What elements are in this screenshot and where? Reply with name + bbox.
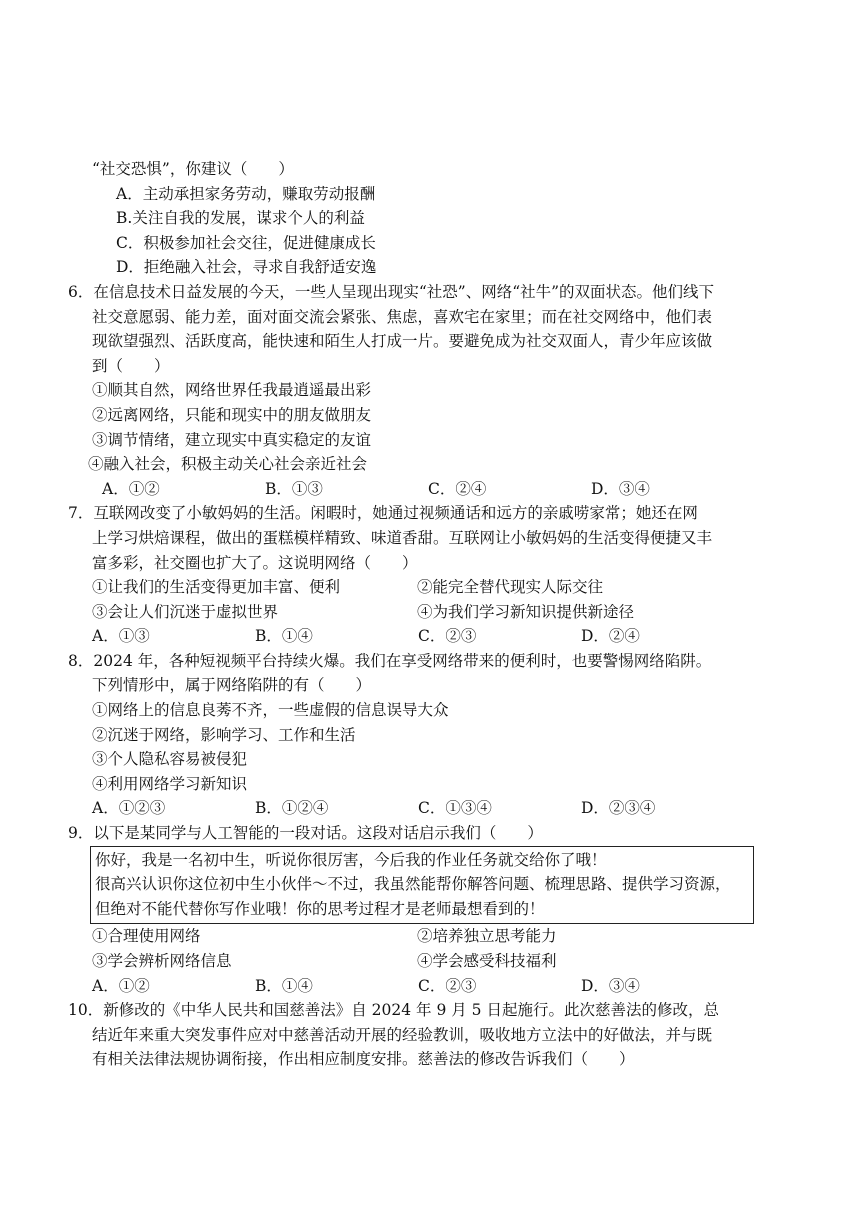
question-8-choices <box>68 796 792 821</box>
dialog-line: 但绝对不能代替你写作业哦！你的思考过程才是老师最想看到的！ <box>95 899 545 918</box>
question-7-choices <box>68 624 792 649</box>
question-7-stem-line: 富多彩，社交圈也扩大了。这说明网络（ ） <box>92 553 418 572</box>
question-list <box>68 157 792 1072</box>
question-6-stem-line: 6．在信息技术日益发展的今天，一些人呈现出现实“社恐”、网络“社牛”的双面状态。他们线下 <box>68 282 715 301</box>
question-8-stem-line: 下列情形中，属于网络陷阱的有（ ） <box>92 676 372 695</box>
question-9 <box>68 821 792 998</box>
question-8 <box>68 649 792 821</box>
question-7-item: ③会让人们沉迷于虚拟世界 <box>92 602 279 621</box>
dialog-line: 很高兴认识你这位初中生小伙伴～不过，我虽然能帮你解答问题、梳理思路、提供学习资源， <box>95 875 731 894</box>
question-10-stem-line: 结近年来重大突发事件应对中慈善活动开展的经验教训，吸收地方立法中的好做法，并与既 <box>92 1025 713 1044</box>
choice-d: D．②③④ <box>581 799 656 818</box>
choice-c: C．②③ <box>418 627 477 646</box>
question-5-option-d: D．拒绝融入社会，寻求自我舒适安逸 <box>116 258 377 277</box>
choice-a: A．①②③ <box>92 799 166 818</box>
question-8-item: ③个人隐私容易被侵犯 <box>92 750 248 769</box>
choice-c: C．①③④ <box>418 799 492 818</box>
question-9-item: ④学会感受科技福利 <box>417 952 557 970</box>
question-5-option-b: B.关注自我的发展，谋求个人的利益 <box>116 209 365 228</box>
question-6-item: ①顺其自然，网络世界任我最逍遥最出彩 <box>92 381 372 400</box>
question-9-item: ②培养独立思考能力 <box>417 927 557 946</box>
question-9-items-row <box>68 949 792 974</box>
choice-c: C．②③ <box>418 976 477 995</box>
question-6-item: ③调节情绪，建立现实中真实稳定的友谊 <box>92 430 372 449</box>
question-6-stem-line: 现欲望强烈、活跃度高，能快速和陌生人打成一片。要避免成为社交双面人，青少年应该做 <box>92 332 713 351</box>
question-10-stem-line: 10．新修改的《中华人民共和国慈善法》自 2024 年 9 月 5 日起施行。此次慈善法的修改，总 <box>68 1001 719 1020</box>
question-9-item: ①合理使用网络 <box>92 927 201 946</box>
question-10 <box>68 998 792 1072</box>
question-9-choices <box>68 974 792 999</box>
question-7 <box>68 501 792 649</box>
question-9-stem-line: 9．以下是某同学与人工智能的一段对话。这段对话启示我们（ ） <box>68 824 543 843</box>
question-6-stem-line: 社交意愿弱、能力差，面对面交流会紧张、焦虑，喜欢宅在家里；而在社交网络中，他们表 <box>92 307 713 326</box>
question-8-item: ④利用网络学习新知识 <box>92 774 248 793</box>
question-8-stem-line: 8．2024 年，各种短视频平台持续火爆。我们在享受网络带来的便利时，也要警惕网络陷阱。 <box>68 651 712 670</box>
question-5-option-c: C．积极参加社会交往，促进健康成长 <box>116 233 376 252</box>
question-7-stem-line: 上学习烘焙课程，做出的蛋糕模样精致、味道香甜。互联网让小敏妈妈的生活变得便捷又丰 <box>92 528 713 547</box>
choice-b: B．①③ <box>265 479 323 498</box>
question-7-items-row <box>68 600 792 625</box>
question-6 <box>68 280 792 501</box>
choice-b: B．①④ <box>255 627 313 646</box>
choice-b: B．①④ <box>255 976 313 995</box>
question-6-choices <box>68 477 792 502</box>
question-8-item: ②沉迷于网络，影响学习、工作和生活 <box>92 725 356 744</box>
question-5 <box>92 157 792 280</box>
question-6-stem-line: 到（ ） <box>92 356 170 375</box>
question-7-item: ④为我们学习新知识提供新途径 <box>417 602 635 621</box>
question-7-item: ①让我们的生活变得更加丰富、便利 <box>92 578 341 597</box>
question-5-stem: “社交恐惧”，你建议（ ） <box>92 160 294 178</box>
choice-a: A．①③ <box>92 627 150 646</box>
choice-d: D．③④ <box>581 976 640 995</box>
choice-d: D．③④ <box>591 479 650 498</box>
choice-b: B．①②④ <box>255 799 329 818</box>
question-7-stem-line: 7．互联网改变了小敏妈妈的生活。闲暇时，她通过视频通话和远方的亲戚唠家常；她还在网 <box>68 504 698 523</box>
dialog-line: 你好，我是一名初中生，听说你很厉害，今后我的作业任务就交给你了哦！ <box>95 850 607 869</box>
choice-a: A．①② <box>92 976 150 995</box>
dialog-box <box>90 846 754 925</box>
choice-a: A．①② <box>102 479 160 498</box>
question-7-item: ②能完全替代现实人际交往 <box>417 578 604 597</box>
choice-d: D．②④ <box>581 627 640 646</box>
question-9-items-row <box>68 924 792 949</box>
question-6-item: ④融入社会，积极主动关心社会亲近社会 <box>88 455 368 474</box>
choice-c: C．②④ <box>428 479 487 498</box>
question-10-stem-line: 有相关法律法规协调衔接，作出相应制度安排。慈善法的修改告诉我们（ ） <box>92 1050 635 1069</box>
question-9-item: ③学会辨析网络信息 <box>92 952 232 970</box>
question-5-option-a: A．主动承担家务劳动，赚取劳动报酬 <box>116 184 376 203</box>
question-7-items-row <box>68 575 792 600</box>
question-6-item: ②远离网络，只能和现实中的朋友做朋友 <box>92 405 372 424</box>
question-8-item: ①网络上的信息良莠不齐，一些虚假的信息误导大众 <box>92 701 449 720</box>
